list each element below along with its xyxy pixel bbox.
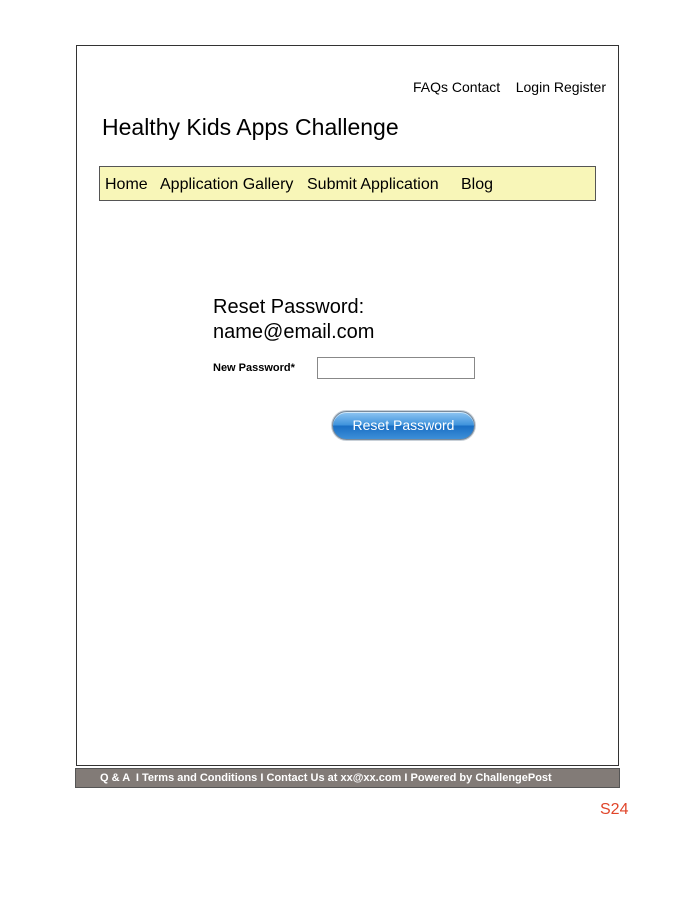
site-title: Healthy Kids Apps Challenge bbox=[102, 114, 399, 140]
top-links bbox=[413, 79, 606, 95]
nav-home[interactable]: Home bbox=[105, 176, 148, 193]
faqs-link[interactable]: FAQs bbox=[413, 79, 449, 95]
contact-link[interactable]: Contact bbox=[451, 79, 501, 95]
page-frame bbox=[76, 45, 619, 766]
account-email: name@email.com bbox=[213, 321, 375, 343]
footer bbox=[75, 768, 620, 788]
nav-application-gallery[interactable]: Application Gallery bbox=[160, 176, 294, 193]
footer-powered-link[interactable]: Powered by ChallengePost bbox=[410, 772, 552, 784]
nav-blog[interactable]: Blog bbox=[461, 176, 494, 193]
main-nav bbox=[99, 166, 596, 201]
new-password-input[interactable] bbox=[317, 357, 475, 379]
footer-separator: I bbox=[260, 772, 264, 784]
footer-terms-link[interactable]: Terms and Conditions bbox=[142, 772, 258, 784]
footer-contact-link[interactable]: Contact Us at xx@xx.com bbox=[266, 772, 402, 784]
footer-separator: I bbox=[135, 772, 139, 784]
login-link[interactable]: Login bbox=[515, 79, 550, 95]
reset-password-button[interactable]: Reset Password bbox=[332, 411, 475, 440]
reset-password-title: Reset Password: bbox=[213, 296, 365, 318]
reset-password-heading bbox=[213, 295, 374, 345]
new-password-label: New Password* bbox=[213, 362, 295, 374]
register-link[interactable]: Register bbox=[553, 79, 607, 95]
footer-separator: I bbox=[404, 772, 408, 784]
nav-submit-application[interactable]: Submit Application bbox=[307, 176, 439, 193]
page-id-label: S24 bbox=[600, 801, 629, 818]
footer-qa-link[interactable]: Q & A bbox=[100, 772, 130, 784]
